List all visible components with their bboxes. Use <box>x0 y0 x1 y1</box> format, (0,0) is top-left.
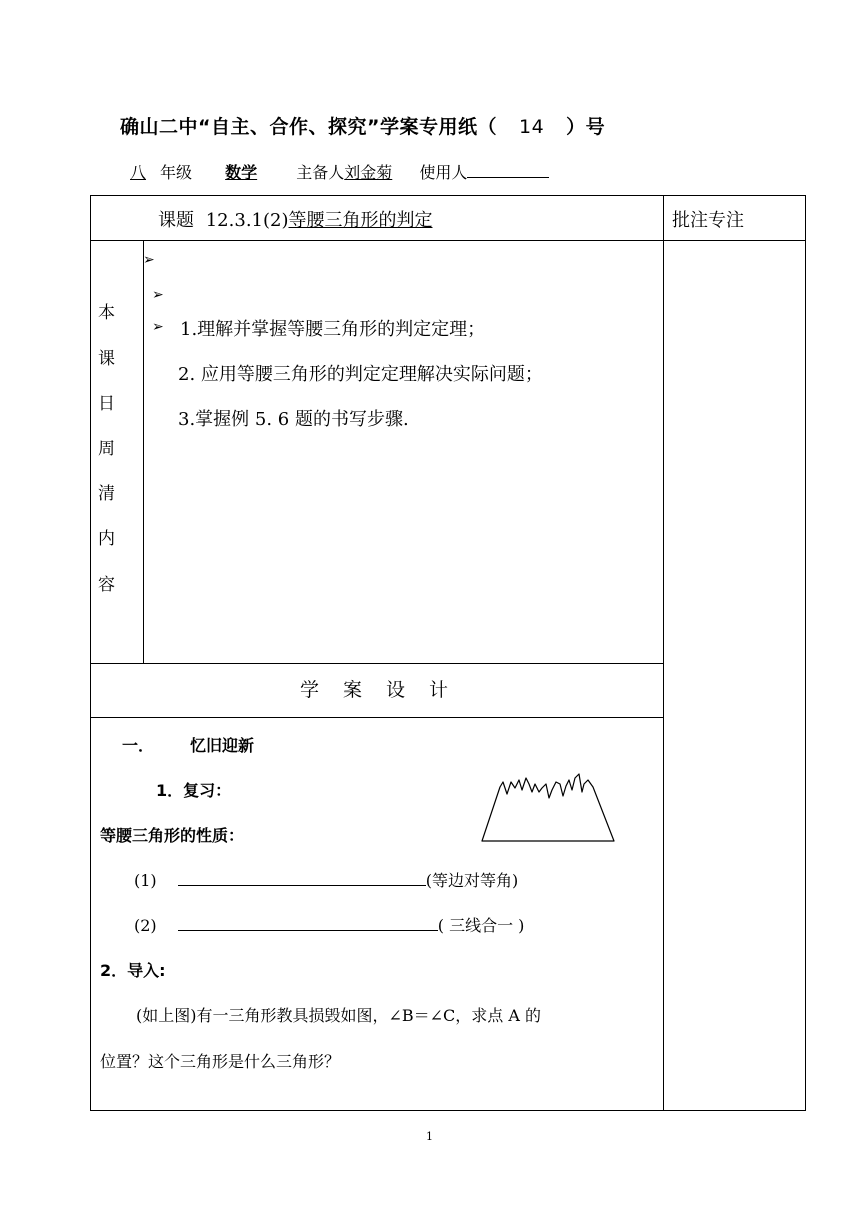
section1-num: 一． <box>122 736 155 755</box>
grade-rest: 年级 <box>160 163 193 182</box>
topic-title: 等腰三角形的判定 <box>288 210 433 231</box>
intro-label: 2．导入: <box>100 961 166 980</box>
bullet-arrow-icon: ➢ <box>143 252 155 268</box>
item2-num: (2) <box>134 916 157 935</box>
bullet-arrow-icon: ➢ <box>152 287 164 303</box>
preparer-label: 主备人 <box>296 163 345 182</box>
design-header-bottom <box>90 717 664 718</box>
question-line-2: 位置？这个三角形是什么三角形？ <box>100 1052 341 1071</box>
title-number: 14 <box>518 116 545 138</box>
page-number: 1 <box>426 1130 433 1143</box>
objective-item: 3.掌握例 5. 6 题的书写步骤. <box>178 409 409 430</box>
document-title <box>120 112 605 139</box>
user-blank <box>467 163 549 178</box>
item1-hint: (等边对等角) <box>425 871 519 890</box>
table-left-border <box>90 195 91 1111</box>
side-label-char: 容 <box>98 575 115 595</box>
side-label-divider <box>143 240 144 664</box>
objectives-bottom <box>90 663 664 664</box>
objective-item: 1.理解并掌握等腰三角形的判定定理； <box>180 319 486 340</box>
bullet-arrow-icon: ➢ <box>152 319 164 335</box>
broken-triangle-figure <box>480 770 616 844</box>
side-label-char: 日 <box>98 394 115 414</box>
item2-hint: ( 三线合一 ) <box>437 916 525 935</box>
subject: 数学 <box>225 163 258 182</box>
design-header: 学案设计 <box>300 679 473 701</box>
property-item-2 <box>134 913 524 936</box>
objective-item: 2. 应用等腰三角形的判定定理解决实际问题； <box>178 364 543 385</box>
review-label: 1．复习： <box>156 781 232 800</box>
topic-label: 课题 <box>158 210 194 231</box>
annotation-header: 批注专注 <box>672 210 744 231</box>
preparer-name: 刘金菊 <box>344 163 393 182</box>
grade-first-char: 八 <box>130 163 147 182</box>
annotation-column-divider <box>663 195 664 1111</box>
side-label-char: 周 <box>98 439 115 459</box>
item1-num: (1) <box>134 871 157 890</box>
table-right-border <box>805 195 806 1111</box>
table-top-border <box>90 195 806 196</box>
side-label-char: 清 <box>98 484 115 504</box>
section1-title: 忆旧迎新 <box>190 736 255 755</box>
user-label: 使用人 <box>419 163 468 182</box>
property-item-1 <box>134 868 518 891</box>
side-label-char: 本 <box>98 303 115 323</box>
info-line <box>130 160 563 183</box>
side-label-char: 课 <box>98 349 115 369</box>
topic-cell <box>158 206 432 232</box>
side-label-char: 内 <box>98 529 115 549</box>
title-suffix: ）号 <box>566 116 606 138</box>
topic-number: 12.3.1(2) <box>205 210 289 231</box>
property-label: 等腰三角形的性质： <box>100 826 245 845</box>
item2-blank <box>178 917 438 931</box>
table-header-bottom <box>90 240 806 241</box>
table-bottom-border <box>90 1110 806 1111</box>
section1-heading <box>122 733 254 756</box>
title-prefix: 确山二中“自主、合作、探究”学案专用纸（ <box>120 116 497 138</box>
question-line-1: (如上图)有一三角形教具损毁如图，∠B＝∠C，求点 A 的 <box>136 1006 542 1025</box>
item1-blank <box>178 872 426 886</box>
